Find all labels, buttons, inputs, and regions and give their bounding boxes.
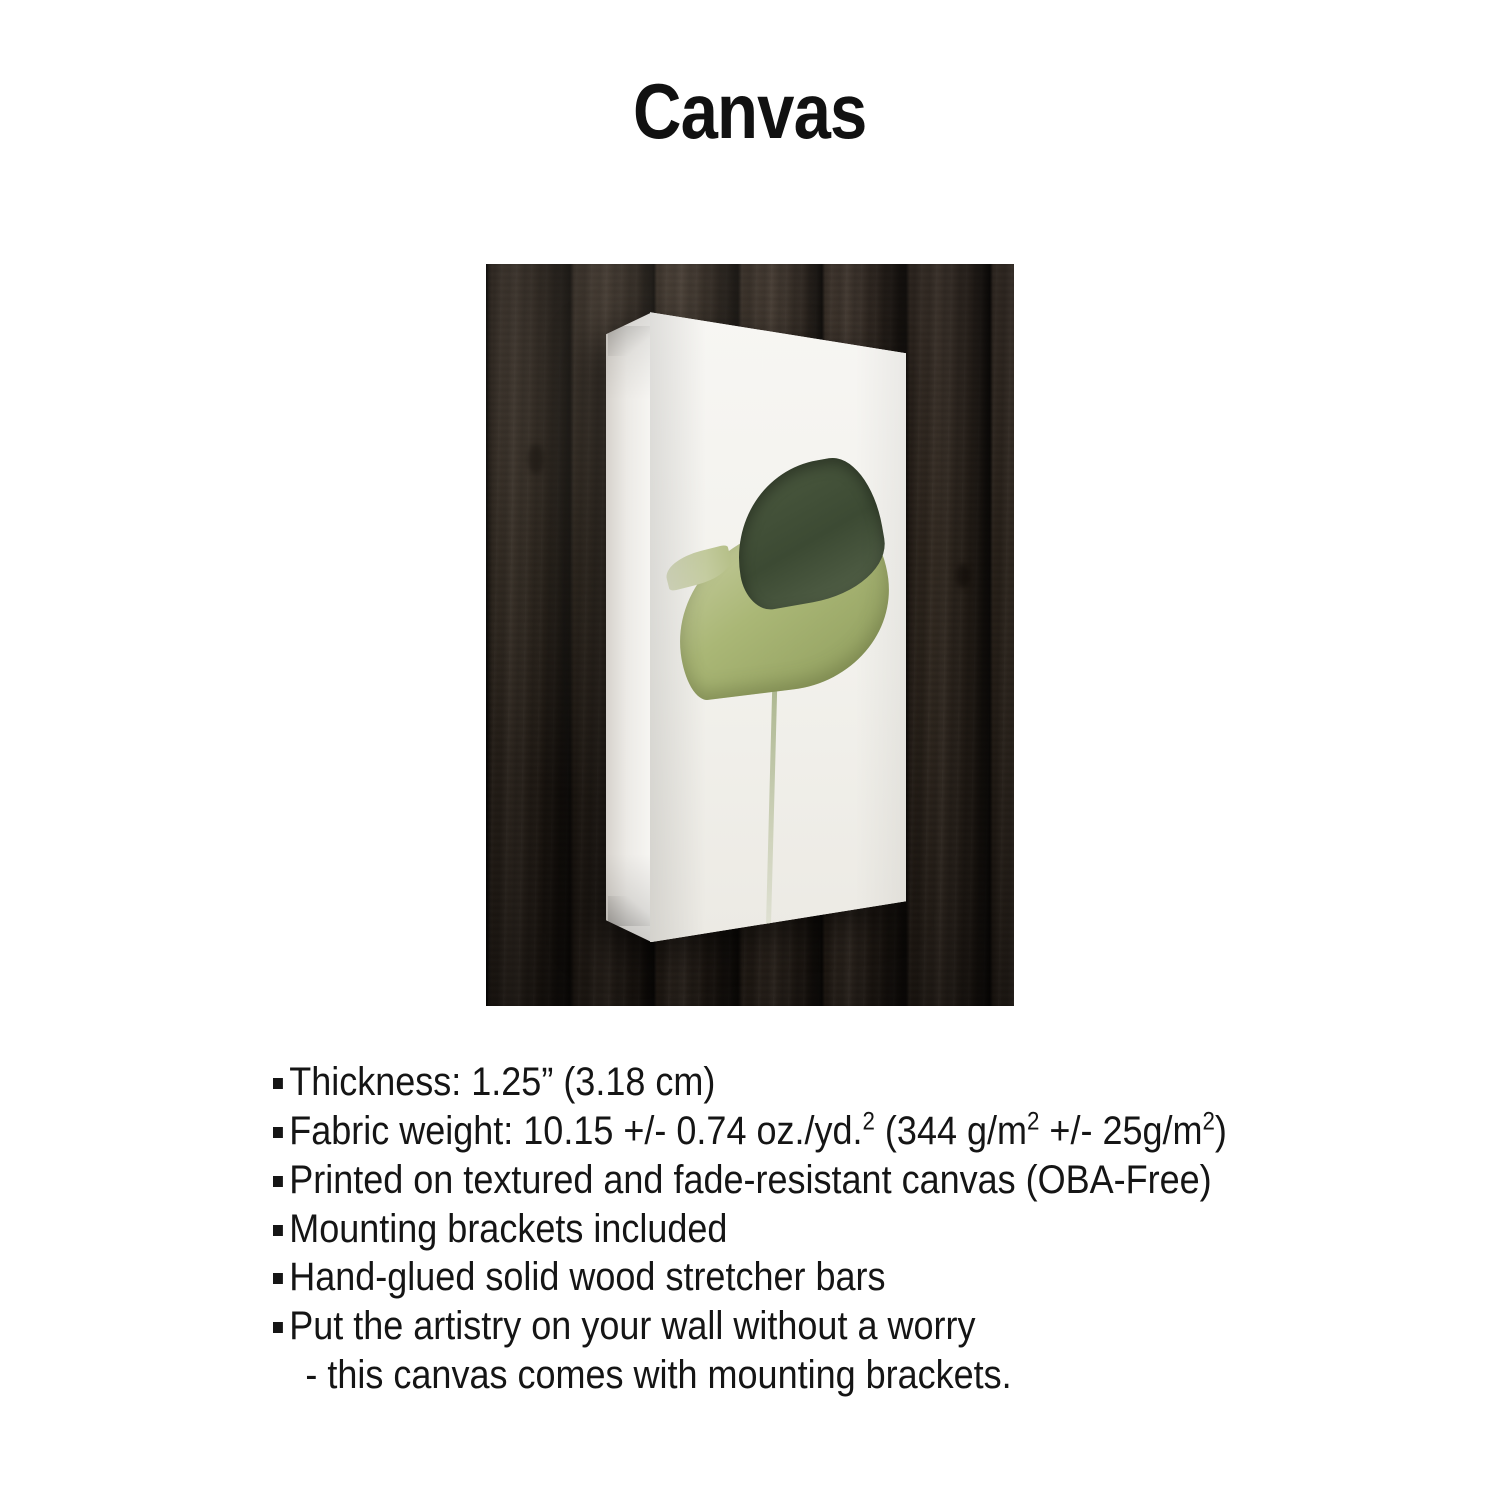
bullet-icon (273, 1322, 283, 1333)
canvas-face-shading (650, 312, 906, 942)
bullet-icon (273, 1078, 283, 1089)
canvas-corner-fold-bottom (608, 896, 652, 926)
canvas-side-edge (606, 312, 652, 942)
spec-item-label: Hand-glued solid wood stretcher bars (289, 1255, 886, 1300)
spec-item (273, 1058, 1227, 1107)
canvas-print-object (606, 312, 906, 942)
spec-item-label: Mounting brackets included (289, 1206, 728, 1251)
product-image (486, 264, 1014, 1006)
bullet-icon (273, 1127, 283, 1138)
spec-list (273, 1058, 1227, 1400)
bullet-icon (273, 1225, 283, 1236)
spec-item-label: Thickness: 1.25” (3.18 cm) (289, 1060, 716, 1105)
spec-item (273, 1253, 1227, 1302)
spec-item-label: Fabric weight: 10.15 +/- 0.74 oz./yd.$^2$ (344 $g/m^2$ +/- $25g/m^2$) (289, 1108, 1227, 1154)
spec-item (273, 1302, 1227, 1351)
spec-item-label: Put the artistry on your wall without a worry (289, 1304, 976, 1349)
spec-item-label: Printed on textured and fade-resistant canvas (OBA-Free) (289, 1157, 1212, 1202)
canvas-front-face (650, 312, 906, 942)
spec-item-continuation: - this canvas comes with mounting brackets. (305, 1353, 1012, 1398)
spec-item (273, 1205, 1227, 1254)
spec-item (273, 1156, 1227, 1205)
bullet-icon (273, 1273, 283, 1284)
spec-item (273, 1107, 1227, 1156)
canvas-corner-fold-top (608, 326, 652, 356)
page-title: Canvas (633, 67, 867, 155)
bullet-icon (273, 1176, 283, 1187)
